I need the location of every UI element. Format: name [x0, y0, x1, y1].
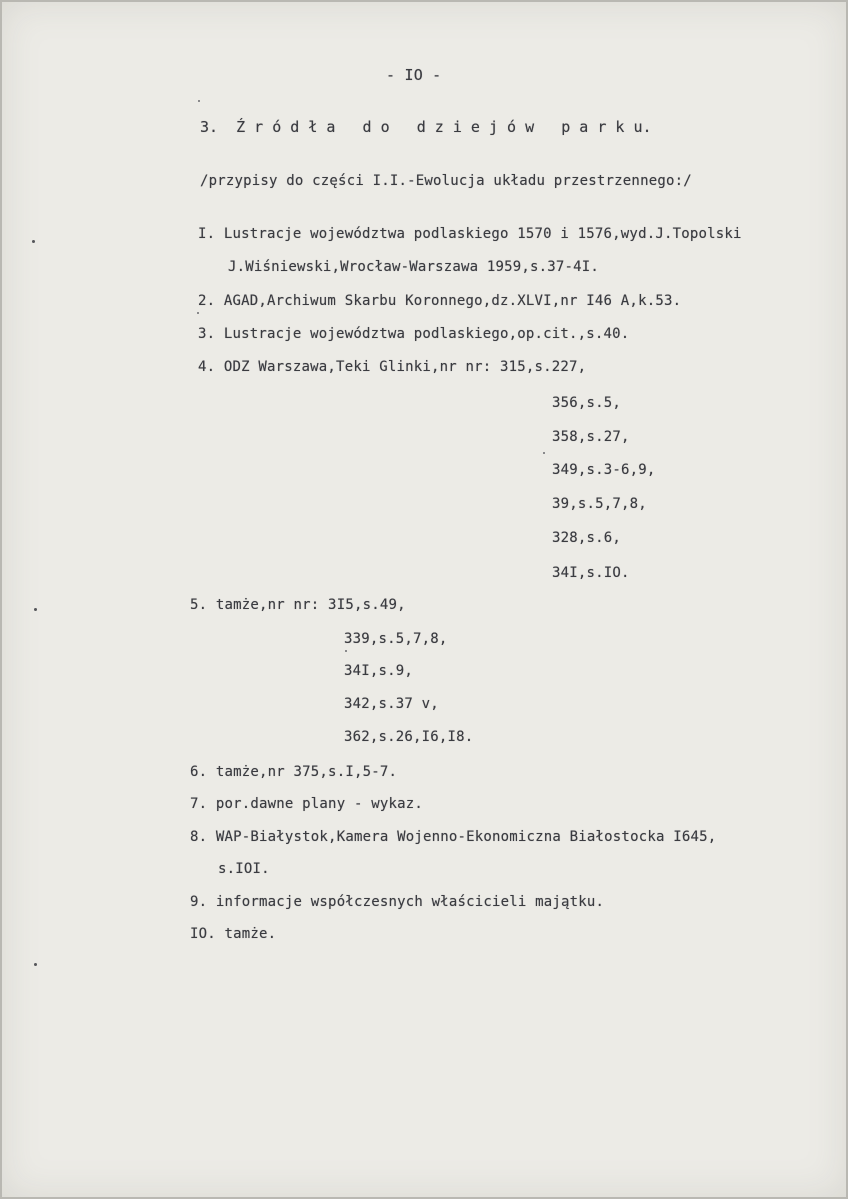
footnote-4-item: 349,s.3-6,9, [552, 462, 656, 478]
binding-hole-mark [34, 608, 37, 611]
footnote-10: IO. tamże. [190, 926, 277, 942]
page-number: - IO - [386, 66, 442, 84]
ink-speck [197, 312, 199, 314]
footnote-1: I. Lustracje województwa podlaskiego 1570 i 1576,wyd.J.Topolski [198, 226, 742, 242]
binding-hole-mark [32, 240, 35, 243]
footnote-5-item: 339,s.5,7,8, [344, 631, 448, 647]
section-heading: 3. Ź r ó d ł a d o d z i e j ó w p a r k u. [200, 118, 652, 136]
footnote-2: 2. AGAD,Archiwum Skarbu Koronnego,dz.XLVI,nr I46 A,k.53. [198, 293, 682, 309]
footnote-8-continuation: s.IOI. [218, 861, 270, 877]
footnote-4: 4. ODZ Warszawa,Teki Glinki,nr nr: 315,s.227, [198, 359, 587, 375]
binding-hole-mark [34, 963, 37, 966]
ink-speck [345, 650, 347, 652]
footnote-9: 9. informacje współczesnych właścicieli majątku. [190, 894, 605, 910]
footnote-1-continuation: J.Wiśniewski,Wrocław-Warszawa 1959,s.37-4I. [228, 259, 600, 275]
footnote-5-item: 342,s.37 v, [344, 696, 439, 712]
footnote-4-item: 34I,s.IO. [552, 565, 630, 581]
section-subheading: /przypisy do części I.I.-Ewolucja układu przestrzennego:/ [200, 173, 692, 189]
footnote-5: 5. tamże,nr nr: 3I5,s.49, [190, 597, 406, 613]
footnote-8: 8. WAP-Białystok,Kamera Wojenno-Ekonomiczna Białostocka I645, [190, 829, 717, 845]
footnote-4-item: 328,s.6, [552, 530, 622, 546]
footnote-4-item: 39,s.5,7,8, [552, 496, 647, 512]
footnote-4-item: 358,s.27, [552, 429, 630, 445]
footnote-4-item: 356,s.5, [552, 395, 622, 411]
ink-speck [198, 100, 200, 102]
footnote-5-item: 362,s.26,I6,I8. [344, 729, 474, 745]
footnote-5-item: 34I,s.9, [344, 663, 414, 679]
ink-speck [543, 452, 545, 454]
footnote-3: 3. Lustracje województwa podlaskiego,op.cit.,s.40. [198, 326, 630, 342]
footnote-6: 6. tamże,nr 375,s.I,5-7. [190, 764, 398, 780]
footnote-7: 7. por.dawne plany - wykaz. [190, 796, 423, 812]
